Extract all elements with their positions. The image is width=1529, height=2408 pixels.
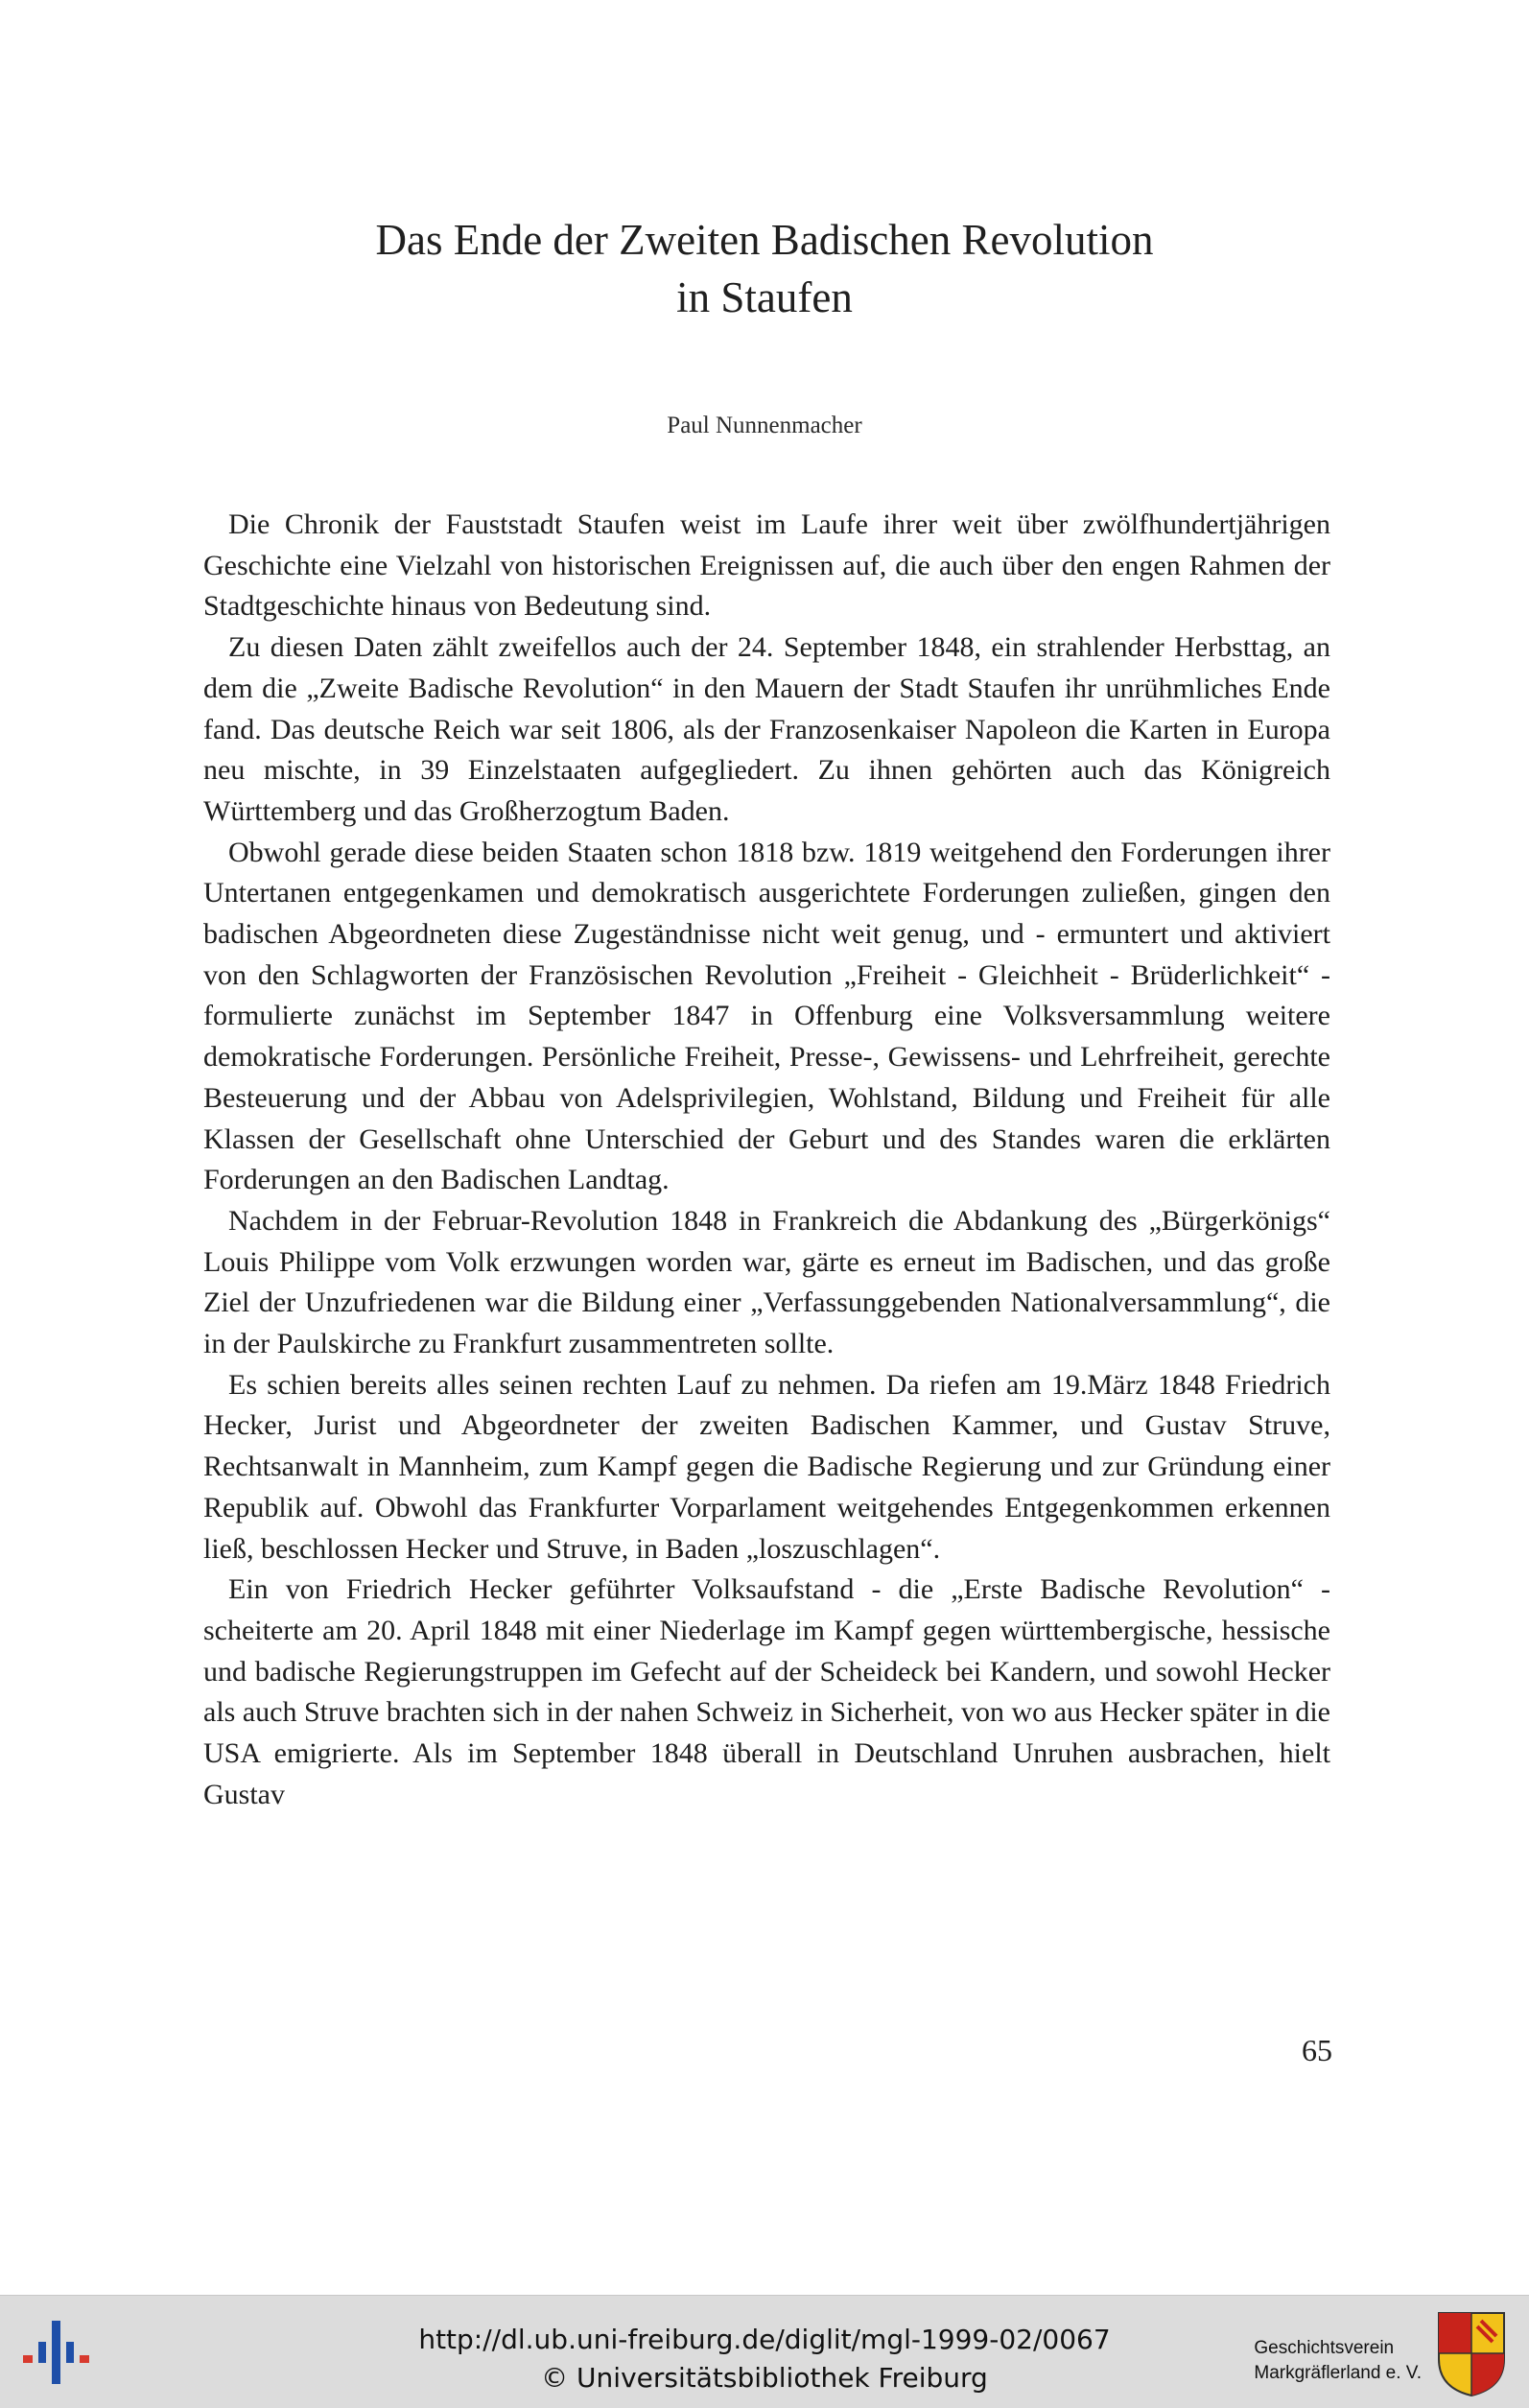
- paragraph: Zu diesen Daten zählt zweifellos auch der 24. September 1848, ein strahlender Herbsttag, an dem die „Zweite Badische Revolution“ in den Mauern der Stadt Staufen ihr unrühmliches Ende fand. Das deutsche Reich war seit 1806, als der Franzosenkaiser Napoleon die Karten in Europa neu mischte, in 39 Einzelstaaten aufgegliedert. Zu ihnen gehörten auch das Königreich Württemberg und das Großherzogtum Baden.: [203, 631, 1330, 827]
- publisher-line-1: Geschichtsverein: [1254, 2338, 1395, 2358]
- footer-bar: [0, 2295, 1529, 2408]
- publisher-line-2: Markgräflerland e. V.: [1254, 2363, 1422, 2383]
- article-title: [0, 211, 1529, 326]
- paragraph: Es schien bereits alles seinen rechten Lauf zu nehmen. Da riefen am 19.März 1848 Friedrich Hecker, Jurist und Abgeordneter der zweiten Badischen Kammer, und Gustav Struve, Rechtsanwalt in Mannheim, zum Kampf gegen die Badische Regierung und zur Gründung einer Republik auf. Obwohl das Frankfurter Vorparlament weitgehendes Entgegenkommen erkennen ließ, beschlossen Hecker und Struve, in Baden „loszuschlagen“.: [203, 1368, 1330, 1565]
- article-body: [203, 505, 1330, 1816]
- footer-url-link[interactable]: http://dl.ub.uni-freiburg.de/diglit/mgl-1999-02/0067: [418, 2324, 1111, 2355]
- article-title-line-2: in Staufen: [676, 273, 853, 321]
- footer-copyright: © Universitätsbibliothek Freiburg: [541, 2362, 988, 2394]
- page-number: 65: [1302, 2033, 1332, 2067]
- paragraph: Die Chronik der Fauststadt Staufen weist im Laufe ihrer weit über zwölfhundertjährigen Geschichte eine Vielzahl von historischen Ereignissen auf, die auch über den engen Rahmen der Stadtgeschichte hinaus von Bedeutung sind.: [203, 508, 1330, 623]
- article-author: Paul Nunnenmacher: [667, 413, 862, 438]
- footer-publisher: [1254, 2336, 1422, 2386]
- paragraph: Nachdem in der Februar-Revolution 1848 in Frankreich die Abdankung des „Bürgerkönigs“ Louis Philippe vom Volk erzwungen worden war, gärte es erneut im Badischen, und das große Ziel der Unzufriedenen war die Bildung einer „Verfassunggebenden Nationalversammlung“, die in der Paulskirche zu Frankfurt zusammentreten sollte.: [203, 1204, 1330, 1360]
- article-title-line-1: Das Ende der Zweiten Badischen Revolution: [375, 216, 1154, 264]
- paragraph: Obwohl gerade diese beiden Staaten schon 1818 bzw. 1819 weitgehend den Forderungen ihrer Untertanen entgegenkamen und demokratisch ausgerichtete Forderungen zuließen, gingen den badischen Abgeordneten diese Zugeständnisse nicht weit genug, und - ermuntert und aktiviert von den Schlagworten der Französischen Revolution „Freiheit - Gleichheit - Brüderlichkeit“ - formulierte zunächst im September 1847 in Offenburg eine Volksversammlung weitere demokratische Forderungen. Persönliche Freiheit, Presse-, Gewissens- und Lehrfreiheit, gerechte Besteuerung und der Abbau von Adelsprivilegien, Wohlstand, Bildung und Freiheit für alle Klassen der Gesellschaft ohne Unterschied der Geburt und des Standes waren die erklärten Forderungen an den Badischen Landtag.: [203, 836, 1330, 1196]
- coat-of-arms-icon[interactable]: [1433, 2307, 1510, 2399]
- paragraph: Ein von Friedrich Hecker geführter Volksaufstand - die „Erste Badische Revolution“ - scheiterte am 20. April 1848 mit einer Niederlage im Kampf gegen württembergische, hessische und badische Regierungstruppen im Gefecht auf der Scheideck bei Kandern, und sowohl Hecker als auch Struve brachten sich in der nahen Schweiz in Sicherheit, von wo aus Hecker später in die USA emigrierte. Als im September 1848 überall in Deutschland Unruhen ausbrachen, hielt Gustav: [203, 1573, 1330, 1810]
